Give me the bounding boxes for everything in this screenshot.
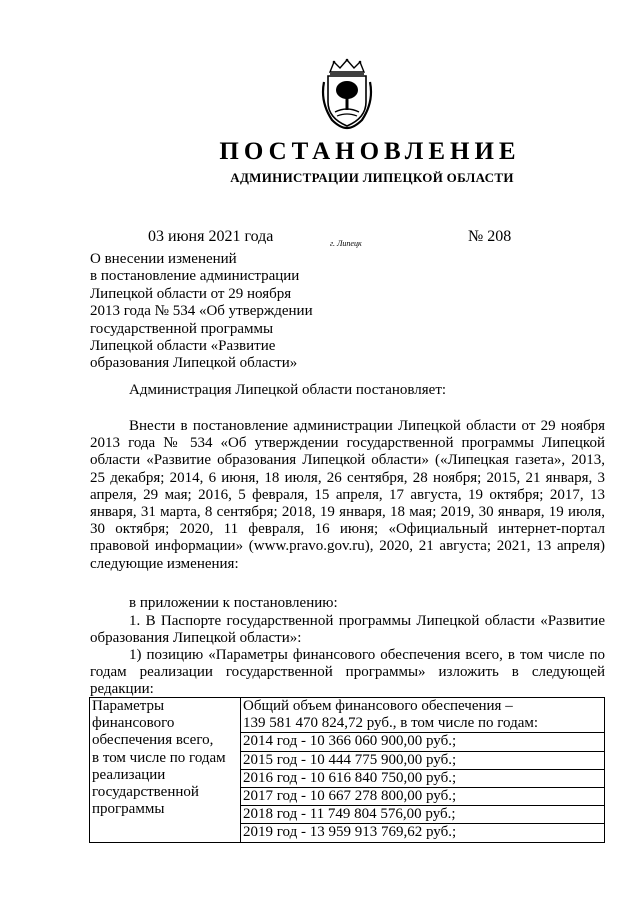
document-title: ПОСТАНОВЛЕНИЕ bbox=[219, 138, 521, 165]
subject-line: образования Липецкой области» bbox=[90, 355, 298, 372]
document-date: 03 июня 2021 года bbox=[148, 228, 274, 245]
subject-line: О внесении изменений bbox=[90, 251, 237, 267]
value-line: 2017 год - 10 667 278 800,00 руб.; bbox=[241, 788, 604, 806]
coat-of-arms-emblem bbox=[318, 58, 376, 130]
document-subtitle: АДМИНИСТРАЦИИ ЛИПЕЦКОЙ ОБЛАСТИ bbox=[230, 170, 514, 185]
paragraph-text: 1) позицию «Параметры финансового обеспечения всего, в том числе по годам реализации государственной программы» изложить в следующей редакции: bbox=[90, 647, 605, 698]
label-line: обеспечения всего, bbox=[92, 732, 214, 749]
value-line: 2019 год - 13 959 913 769,62 руб.; bbox=[243, 824, 457, 841]
document-subject bbox=[90, 251, 350, 373]
value-line: 2016 год - 10 616 840 750,00 руб.; bbox=[241, 770, 604, 788]
value-line: 2014 год - 10 366 060 900,00 руб.; bbox=[241, 733, 604, 751]
document-number: № 208 bbox=[468, 228, 512, 245]
financing-table bbox=[89, 697, 605, 843]
subject-line: Липецкой области от 29 ноября bbox=[90, 285, 292, 302]
value-line: 2018 год - 11 749 804 576,00 руб.; bbox=[241, 806, 604, 824]
body-paragraph bbox=[90, 613, 605, 647]
table-row bbox=[90, 698, 605, 843]
table-label-cell bbox=[90, 698, 241, 843]
paragraph-text: 1. В Паспорте государственной программы Липецкой области «Развитие образования Липецкой области»: bbox=[90, 613, 605, 647]
label-line: программы bbox=[92, 801, 165, 818]
body-paragraph bbox=[90, 382, 605, 399]
subject-line: 2013 года № 534 «Об утверждении bbox=[90, 303, 313, 320]
body-paragraph bbox=[90, 647, 605, 699]
subject-line: в постановление администрации bbox=[90, 268, 300, 285]
value-line: 2015 год - 10 444 775 900,00 руб.; bbox=[241, 752, 604, 770]
table-value-cell bbox=[241, 698, 605, 843]
label-line: в том числе по годам bbox=[92, 749, 226, 766]
value-line: Общий объем финансового обеспечения – bbox=[243, 698, 513, 714]
subject-line: Липецкой области «Развитие bbox=[90, 338, 276, 355]
label-line: реализации bbox=[92, 766, 166, 783]
subject-line: государственной программы bbox=[90, 320, 274, 337]
body-paragraph bbox=[90, 418, 605, 573]
document-city: г. Липецк bbox=[330, 239, 362, 248]
label-line: финансового bbox=[92, 715, 175, 732]
paragraph-text: в приложении к постановлению: bbox=[129, 595, 338, 611]
label-line: государственной bbox=[92, 784, 199, 801]
paragraph-text: Внести в постановление администрации Липецкой области от 29 ноября 2013 года № 534 «Об утверждении государственной программы Липецкой области «Развитие образования Липецкой области» («Липецкая газета», 2013, 25 декабря; 2014, 6 июня, 18 июля, 26 сентября, 28 ноября; 2015, 21 января, 3 апреля, 29 мая; 2016, 5 февраля, 15 апреля, 17 августа, 19 октября; 2017, 13 января, 31 марта, 8 сентября; 2018, 19 января, 18 мая; 2019, 30 января, 19 июля, 30 октября; 2020, 11 февраля, 16 июня; «Официальный интернет-портал правовой информации» (www.pravo.gov.ru), 2020, 21 августа; 2021, 13 апреля) следующие изменения: bbox=[90, 418, 605, 572]
label-line: Параметры bbox=[92, 698, 165, 714]
paragraph-text: Администрация Липецкой области постановляет: bbox=[129, 382, 447, 398]
body-paragraph bbox=[90, 595, 605, 612]
value-line: 139 581 470 824,72 руб., в том числе по годам: bbox=[241, 715, 604, 733]
